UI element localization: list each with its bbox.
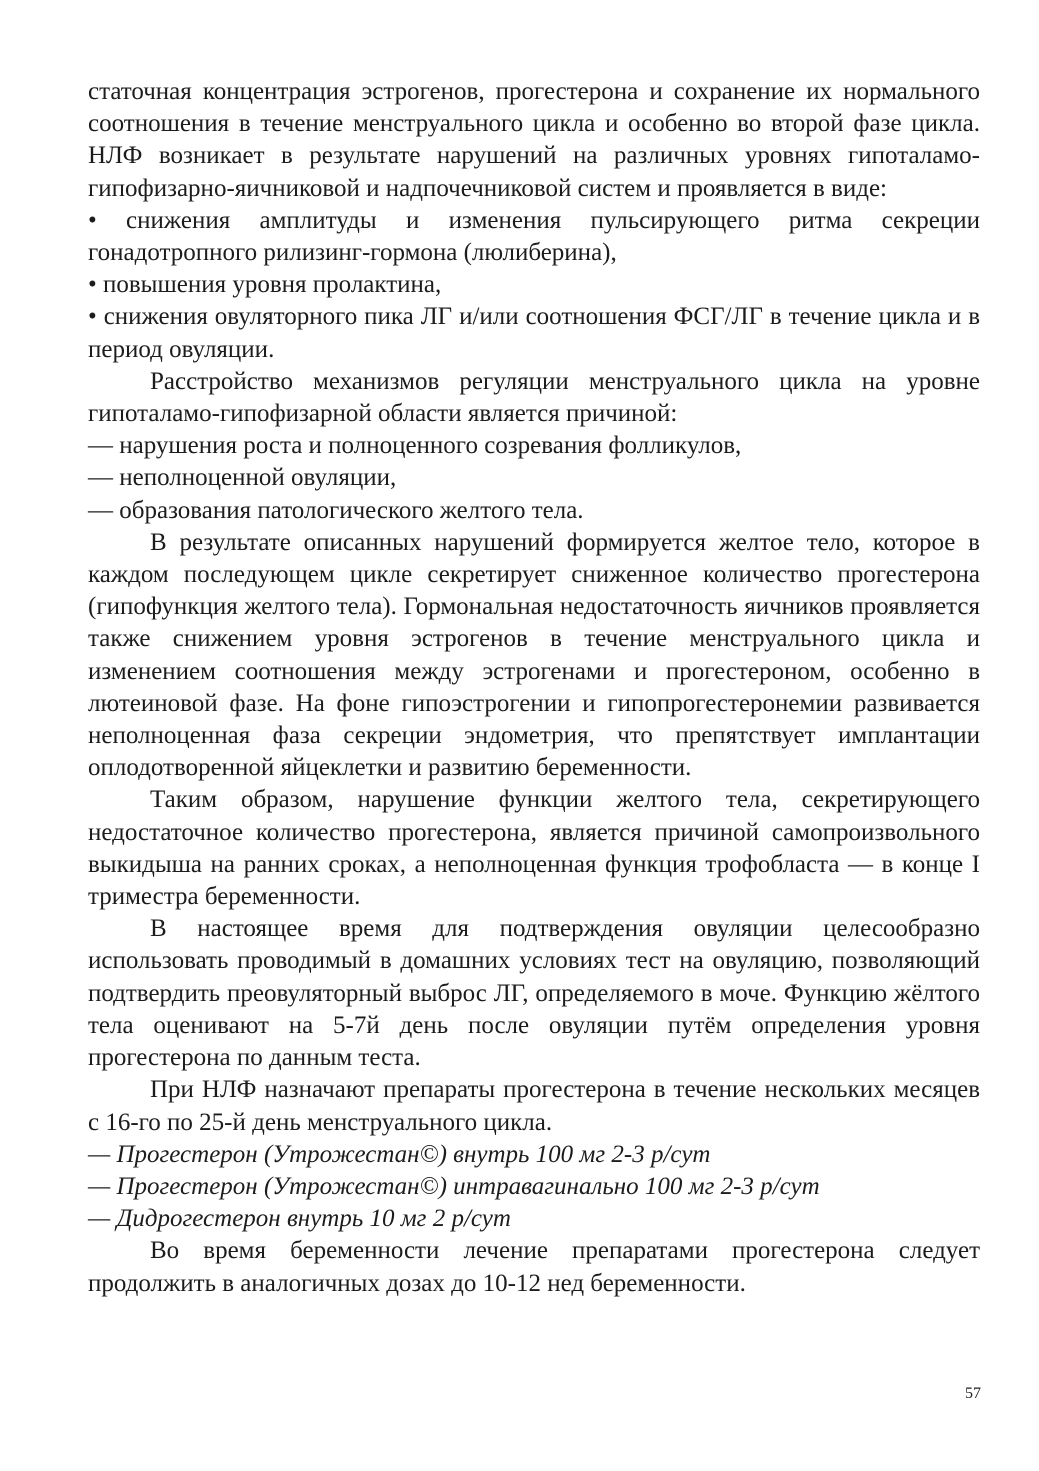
paragraph: Во время беременности лечение препаратами прогестерона следует продолжить в аналогичных дозах до 10-12 нед беременности. xyxy=(88,1237,980,1297)
paragraph: Расстройство механизмов регуляции менструального цикла на уровне гипоталамо-гипофизарной области является причиной: xyxy=(88,367,980,428)
dosage-item: — Дидрогестерон внутрь 10 мг 2 р/сут xyxy=(88,1205,511,1233)
paragraph-intro: статочная концентрация эстрогенов, прогестерона и сохранение их нормального соотношения в течение менструального цикла и особенно во второй фазе цикла. НЛФ возникает в результате нарушений на различных уровнях гипоталамо-гипофизарно-яичниковой и надпочечниковой систем и проявляется в виде: xyxy=(88,78,980,202)
paragraph: При НЛФ назначают препараты прогестерона в течение нескольких месяцев с 16-го по 25-й день менструального цикла. xyxy=(88,1076,980,1136)
page-number: 57 xyxy=(965,1385,981,1402)
bullet-item: • снижения амплитуды и изменения пульсирующего ритма секреции гонадотропного рилизинг-гормона (люлиберина), xyxy=(88,206,980,267)
dash-item: — нарушения роста и полноценного созревания фолликулов, xyxy=(88,432,742,460)
dosage-item: — Прогестерон (Утрожестан©) интравагинально 100 мг 2-3 р/сут xyxy=(88,1172,820,1200)
dosage-item: — Прогестерон (Утрожестан©) внутрь 100 мг 2-3 р/сут xyxy=(88,1140,711,1168)
bullet-item: • повышения уровня пролактина, xyxy=(88,271,442,299)
document-body xyxy=(88,76,980,1300)
paragraph: В настоящее время для подтверждения овуляции целесообразно использовать проводимый в домашних условиях тест на овуляцию, позволяющий подтвердить преовуляторный выброс ЛГ, определяемого в моче. Функцию жёлтого тела оценивают на 5-7й день после овуляции путём определения уровня прогестерона по данным теста. xyxy=(88,915,980,1072)
dash-item: — образования патологического желтого тела. xyxy=(88,496,584,524)
paragraph: В результате описанных нарушений формируется желтое тело, которое в каждом последующем цикле секретирует сниженное количество прогестерона (гипофункция желтого тела). Гормональная недостаточность яичников проявляется также снижением уровня эстрогенов в течение менструального цикла и изменением соотношения между эстрогенами и прогестероном, особенно в лютеиновой фазе. На фоне гипоэстрогении и гипопрогестеронемии развивается неполноценная фаза секреции эндометрия, что препятствует имплантации оплодотворенной яйцеклетки и развитию беременности. xyxy=(88,528,980,782)
paragraph: Таким образом, нарушение функции желтого тела, секретирующего недостаточное количество прогестерона, является причиной самопроизвольного выкидыша на ранних сроках, а неполноценная функция трофобласта — в конце I триместра беременности. xyxy=(88,786,980,911)
dash-item: — неполноценной овуляции, xyxy=(88,464,397,492)
bullet-item: • снижения овуляторного пика ЛГ и/или соотношения ФСГ/ЛГ в течение цикла и в период овуляции. xyxy=(88,303,980,363)
